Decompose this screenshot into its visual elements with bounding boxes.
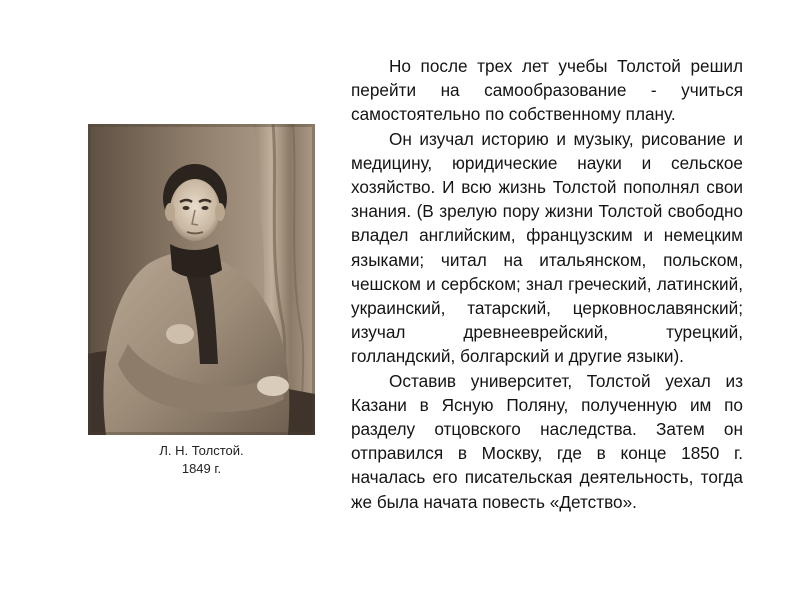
body-text — [351, 54, 743, 514]
paragraph-2: Он изучал историю и музыку, рисование и медицину, юридические науки и сельское хозяйство. И всю жизнь Толстой пополнял свои знания. (В зрелую пору жизни Толстой свободно владел английским, французским и немецким языками; читал на итальянском, польском, чешском и сербском; знал греческий, латинский, украинский, татарский, церковнославянский; изучал древнееврейский, турецкий, голландский, болгарский и другие языки). — [351, 128, 743, 367]
portrait-photo — [88, 124, 315, 435]
portrait-image — [88, 124, 315, 435]
photo-caption — [88, 442, 315, 478]
paragraph-1: Но после трех лет учебы Толстой решил перейти на самообразование - учиться самостоятельно по собственному плану. — [351, 56, 743, 125]
paragraph-3: Оставив университет, Толстой уехал из Казани в Ясную Поляну, полученную им по разделу отцовского наследства. Затем он отправился в Москву, где в конце 1850 г. началась его писательская деятельность, тогда же была начата повесть «Детство». — [351, 370, 743, 512]
caption-name: Л. Н. Толстой. — [159, 443, 244, 458]
caption-year: 1849 г. — [181, 461, 222, 476]
